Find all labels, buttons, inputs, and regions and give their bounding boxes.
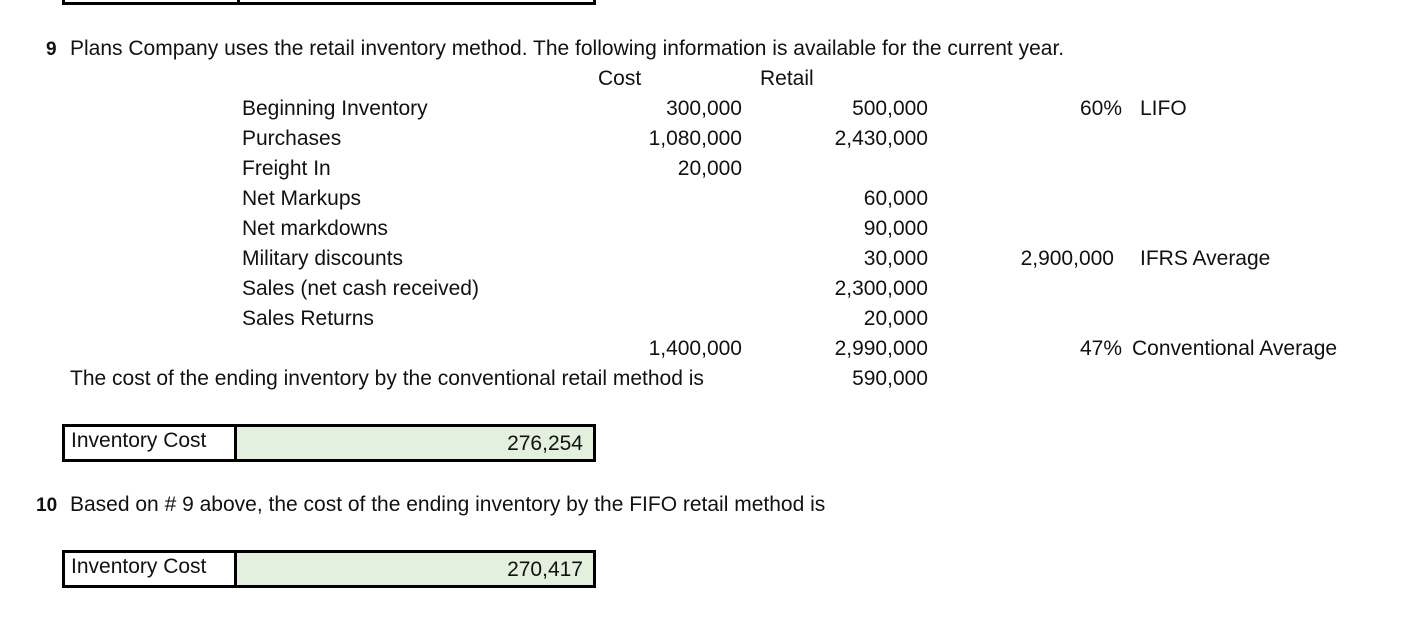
- row-label: Freight In: [242, 157, 331, 180]
- row-label: Net markdowns: [242, 217, 388, 240]
- question-10-answer-box: [62, 550, 596, 588]
- row-label: Net Markups: [242, 187, 362, 210]
- question-9-answer-box: [62, 424, 596, 462]
- ending-inventory-retail: 590,000: [852, 367, 928, 390]
- row-retail: 30,000: [863, 247, 928, 270]
- question-10-number: 10: [36, 495, 58, 516]
- ratio-value: 47%: [1079, 337, 1122, 360]
- previous-answer-divider: [237, 0, 240, 2]
- row-cost: 20,000: [677, 157, 742, 180]
- answer-value-cell[interactable]: 276,254: [237, 427, 593, 459]
- ratio-label: Conventional Average: [1132, 337, 1338, 360]
- row-label: Purchases: [242, 127, 342, 150]
- row-label: Beginning Inventory: [242, 97, 428, 120]
- row-side-label: IFRS Average: [1140, 247, 1271, 270]
- answer-label: Inventory Cost: [65, 553, 237, 585]
- previous-answer-box: [62, 0, 596, 5]
- row-retail: 90,000: [863, 217, 928, 240]
- row-retail: 2,430,000: [834, 127, 928, 150]
- question-9-text: Plans Company uses the retail inventory method. The following information is available for the current year.: [70, 37, 1065, 60]
- row-retail: 60,000: [863, 187, 928, 210]
- row-side-value: 60%: [1079, 97, 1122, 120]
- row-side-label: LIFO: [1140, 97, 1187, 120]
- answer-label: Inventory Cost: [65, 427, 237, 459]
- row-label: Military discounts: [242, 247, 404, 270]
- total-retail: 2,990,000: [834, 337, 928, 360]
- row-retail: 500,000: [852, 97, 928, 120]
- row-side-value: 2,900,000: [1020, 247, 1114, 270]
- row-label: Sales Returns: [242, 307, 374, 330]
- row-cost: 300,000: [666, 97, 742, 120]
- row-retail: 2,300,000: [834, 277, 928, 300]
- total-cost: 1,400,000: [648, 337, 742, 360]
- question-10-text: Based on # 9 above, the cost of the ending inventory by the FIFO retail method is: [70, 493, 826, 516]
- row-label: Sales (net cash received): [242, 277, 479, 300]
- retail-header: Retail: [760, 67, 814, 90]
- question-9-number: 9: [46, 39, 57, 60]
- row-cost: 1,080,000: [648, 127, 742, 150]
- cost-header: Cost: [598, 67, 642, 90]
- question-9-prompt: The cost of the ending inventory by the conventional retail method is: [70, 367, 704, 390]
- answer-value-cell[interactable]: 270,417: [237, 553, 593, 585]
- row-retail: 20,000: [863, 307, 928, 330]
